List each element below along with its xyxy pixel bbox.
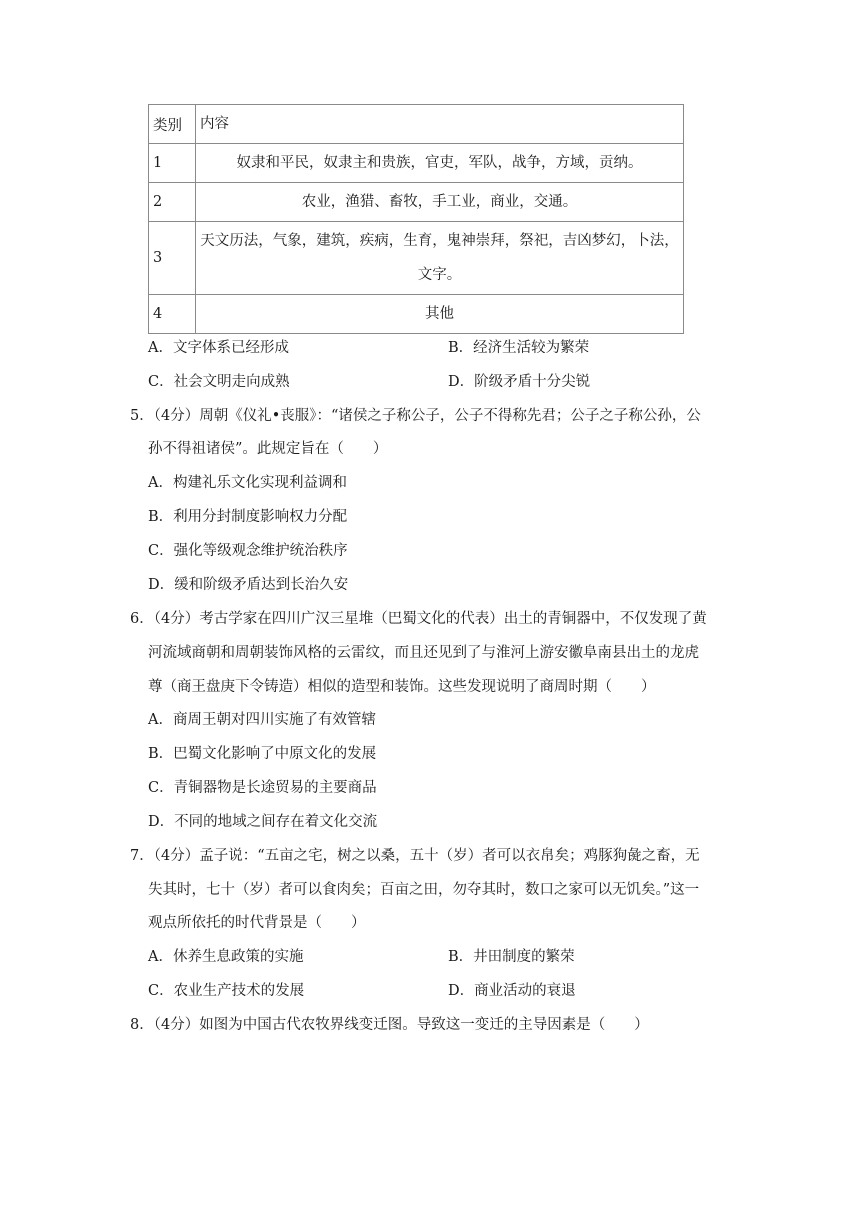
- q7-option-b: B．井田制度的繁荣: [448, 949, 575, 965]
- q7-stem-line: 7．（4分）孟子说：“五亩之宅，树之以桑，五十（岁）者可以衣帛矣；鸡豚狗彘之畜，无: [130, 848, 700, 864]
- q5-option-c: C．强化等级观念维护统治秩序: [148, 543, 348, 559]
- q6-option-c: C．青铜器物是长途贸易的主要商品: [148, 780, 377, 796]
- q4-option-c: C．社会文明走向成熟: [148, 374, 290, 390]
- row-content-line: 文字。: [417, 267, 462, 283]
- table-row: [149, 295, 684, 334]
- row-content-line: 天文历法，气象，建筑，疾病，生育，鬼神崇拜，祭祀，吉凶梦幻，卜法，: [200, 233, 679, 249]
- row-content: 农业，渔猎、畜牧，手工业，商业，交通。: [196, 183, 684, 222]
- q6-option-d: D．不同的地域之间存在着文化交流: [148, 814, 378, 830]
- row-category: 2: [149, 183, 196, 222]
- q4-option-d: D．阶级矛盾十分尖锐: [448, 374, 591, 390]
- q4-option-b: B．经济生活较为繁荣: [448, 340, 590, 356]
- q7-option-a: A．休养生息政策的实施: [148, 949, 304, 965]
- content-category-table: [148, 104, 684, 334]
- row-category: 1: [149, 144, 196, 183]
- q7-stem-line: 失其时，七十（岁）者可以食肉矣；百亩之田，勿夺其时，数口之家可以无饥矣。”这一: [148, 882, 700, 898]
- q6-stem-line: 6．（4分）考古学家在四川广汉三星堆（巴蜀文化的代表）出土的青铜器中，不仅发现了黄: [130, 611, 707, 627]
- q7-option-d: D．商业活动的衰退: [448, 983, 576, 999]
- q5-option-a: A．构建礼乐文化实现利益调和: [148, 475, 347, 491]
- table-row: [149, 144, 684, 183]
- q5-stem-line: 孙不得祖诸侯”。此规定旨在（ ）: [148, 441, 388, 457]
- q5-option-b: B．利用分封制度影响权力分配: [148, 509, 348, 525]
- table-header-row: [149, 105, 684, 144]
- q5-stem-line: 5．（4分）周朝《仪礼•丧服》：“诸侯之子称公子，公子不得称先君；公子之子称公孙，公: [130, 408, 701, 424]
- row-category: 4: [149, 295, 196, 334]
- q7-stem-line: 观点所依托的时代背景是（ ）: [148, 915, 366, 931]
- header-category: 类别: [149, 105, 196, 144]
- q4-option-a: A．文字体系已经形成: [148, 340, 289, 356]
- q5-option-d: D．缓和阶级矛盾达到长治久安: [148, 577, 349, 593]
- q8-stem-line: 8．（4分）如图为中国古代农牧界线变迁图。导致这一变迁的主导因素是（ ）: [130, 1017, 649, 1033]
- header-content: 内容: [196, 105, 684, 144]
- q6-option-a: A．商周王朝对四川实施了有效管辖: [148, 712, 376, 728]
- q6-stem-line: 尊（商王盘庚下令铸造）相似的造型和装饰。这些发现说明了商周时期（ ）: [148, 679, 656, 695]
- table-row: [149, 222, 684, 295]
- q7-option-c: C．农业生产技术的发展: [148, 983, 305, 999]
- row-content: 奴隶和平民，奴隶主和贵族，官吏，军队，战争，方域，贡纳。: [196, 144, 684, 183]
- q6-option-b: B．巴蜀文化影响了中原文化的发展: [148, 746, 377, 762]
- table-row: [149, 183, 684, 222]
- row-content: [196, 222, 684, 295]
- row-content: 其他: [196, 295, 684, 334]
- row-category: 3: [149, 222, 196, 295]
- q6-stem-line: 河流域商朝和周朝装饰风格的云雷纹，而且还见到了与淮河上游安徽阜南县出土的龙虎: [148, 645, 699, 661]
